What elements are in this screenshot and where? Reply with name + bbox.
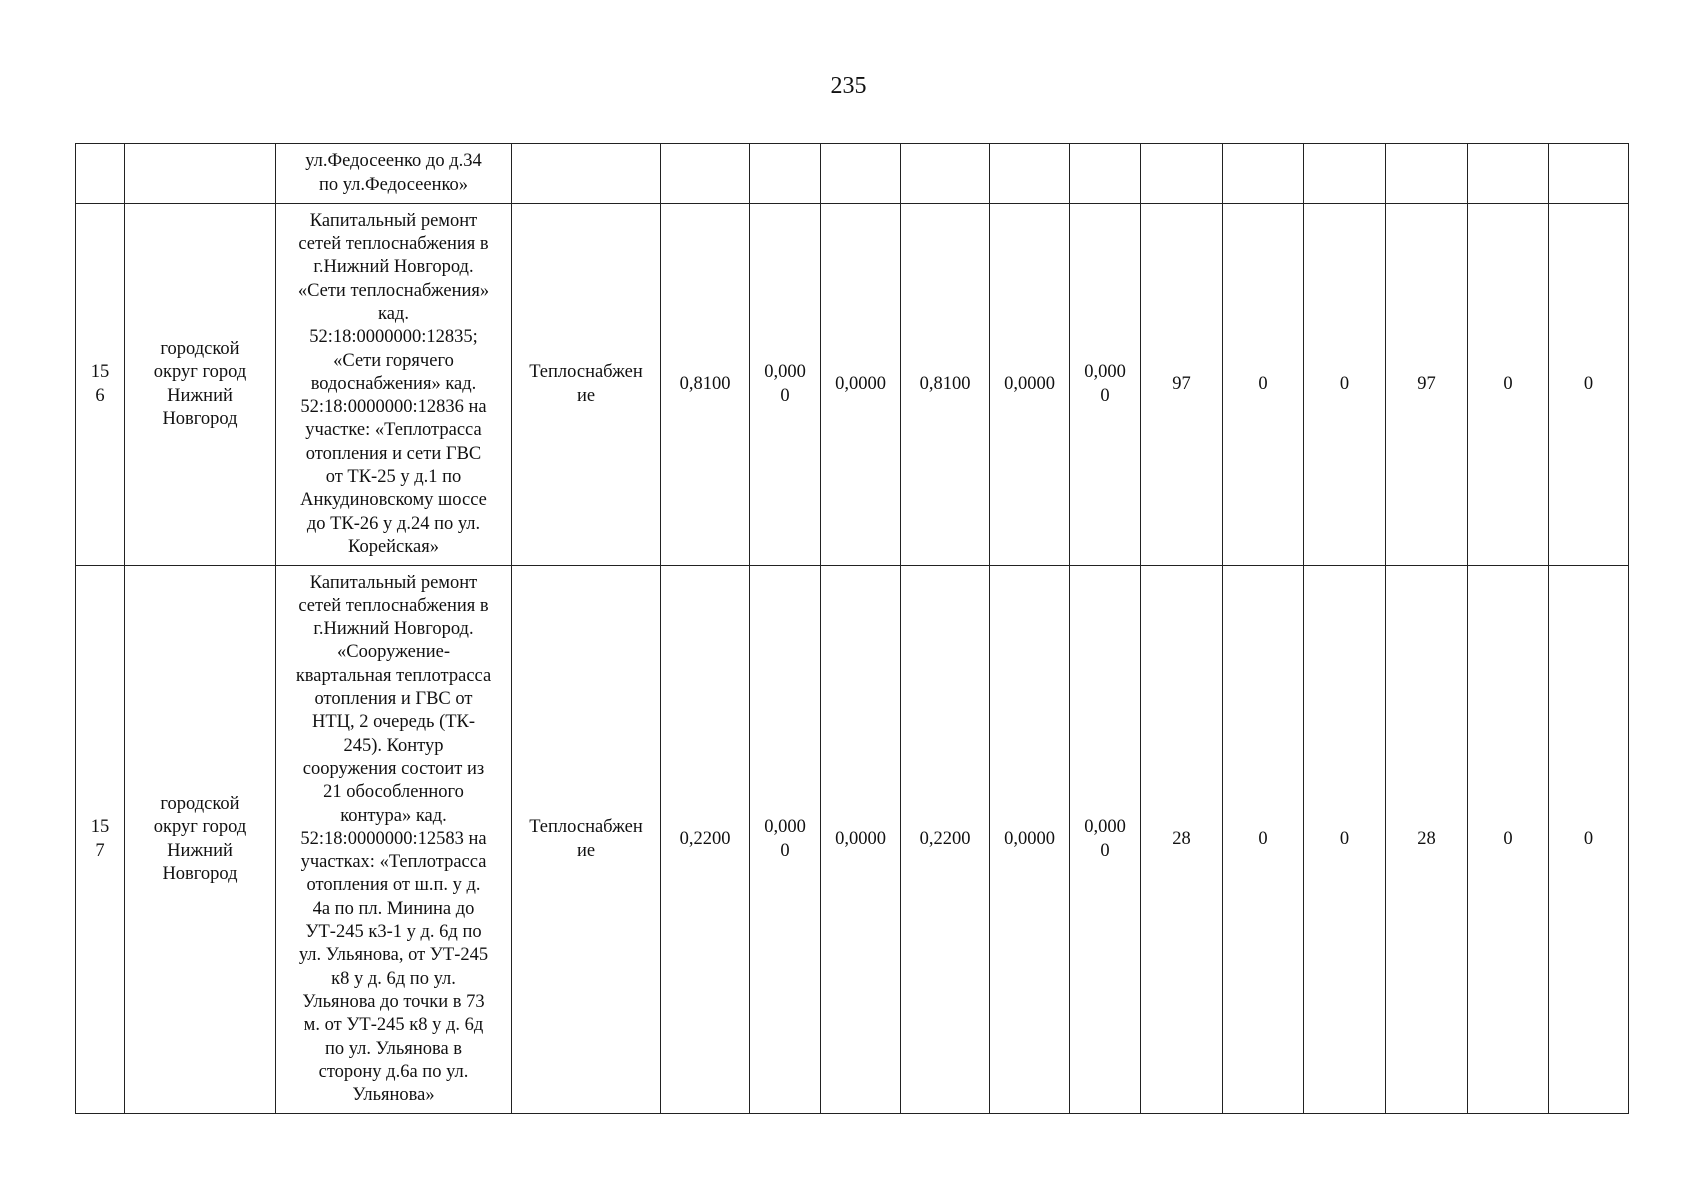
value-cell-line: 0,8100 — [919, 373, 971, 394]
description-cell-line: сетей теплоснабжения в — [298, 595, 489, 616]
value-cell — [1304, 204, 1386, 566]
value-cell — [1386, 566, 1468, 1114]
value-cell — [661, 144, 750, 204]
value-cell — [901, 566, 990, 1114]
description-cell-line: 52:18:0000000:12836 на — [300, 397, 487, 418]
description-cell-line: Ульянова» — [352, 1085, 435, 1106]
description-cell-line: отопления и ГВС от — [314, 689, 473, 710]
value-cell — [821, 144, 901, 204]
value-cell-line: 0,000 — [764, 817, 806, 838]
value-cell-line: 0 — [1258, 373, 1268, 394]
value-cell-line: 0,000 — [1084, 362, 1126, 383]
municipality-cell-line: округ город — [153, 817, 247, 838]
description-cell-line: участке: «Теплотрасса — [305, 420, 482, 441]
value-cell — [1070, 204, 1141, 566]
type-cell-line: Теплоснабжен — [529, 362, 643, 383]
description-cell-line: отопления от ш.п. у д. — [306, 875, 481, 896]
value-cell — [1386, 144, 1468, 204]
type-cell-line: Теплоснабжен — [529, 817, 643, 838]
value-cell-line: 0,0000 — [835, 373, 886, 394]
value-cell — [1141, 144, 1223, 204]
row-number-cell-line: 15 — [90, 817, 110, 838]
type-cell — [512, 204, 661, 566]
description-cell-line: кад. — [378, 303, 409, 324]
value-cell — [1468, 566, 1549, 1114]
description-cell-line: 21 обособленного — [323, 782, 464, 803]
municipality-cell-line: Нижний — [167, 840, 233, 861]
value-cell-line: 0,000 — [764, 362, 806, 383]
value-cell — [750, 144, 821, 204]
description-cell-line: Анкудиновскому шоссе — [300, 490, 487, 511]
value-cell — [1468, 204, 1549, 566]
value-cell-line: 0,8100 — [679, 373, 731, 394]
description-cell-line: 4а по пл. Минина до — [312, 898, 475, 919]
municipality-cell-line: Новгород — [162, 863, 238, 884]
description-cell-line: сетей теплоснабжения в — [298, 234, 489, 255]
description-cell-line: «Сети горячего — [333, 350, 454, 371]
description-cell-line: от ТК-25 у д.1 по — [325, 467, 462, 488]
value-cell-line: 0 — [1339, 373, 1350, 394]
value-cell-line: 0,0000 — [1004, 828, 1055, 849]
value-cell — [1468, 144, 1549, 204]
row-number-cell-line: 7 — [95, 840, 105, 861]
description-cell-line: Капитальный ремонт — [309, 572, 478, 593]
type-cell — [512, 566, 661, 1114]
value-cell — [1304, 144, 1386, 204]
municipality-cell — [125, 204, 276, 566]
value-cell-line: 0,2200 — [919, 828, 971, 849]
municipality-cell-line: Нижний — [167, 385, 233, 406]
description-cell-line: водоснабжения» кад. — [310, 373, 477, 394]
description-cell-line: 52:18:0000000:12835; — [309, 327, 478, 348]
value-cell — [1141, 204, 1223, 566]
table-row — [76, 144, 1629, 204]
value-cell-line: 0,000 — [1084, 817, 1126, 838]
row-number-cell — [76, 144, 125, 204]
value-cell-line: 0 — [1583, 373, 1594, 394]
value-cell-line: 0 — [1258, 828, 1268, 849]
value-cell — [990, 144, 1070, 204]
value-cell — [1223, 144, 1304, 204]
value-cell-line: 0,0000 — [1004, 373, 1055, 394]
description-cell-line: отопления и сети ГВС — [305, 443, 482, 464]
value-cell — [1549, 566, 1629, 1114]
value-cell — [1070, 144, 1141, 204]
value-cell — [821, 566, 901, 1114]
description-cell-line: квартальная теплотрасса — [295, 665, 492, 686]
value-cell-line: 0,0000 — [835, 828, 886, 849]
value-cell-line: 0 — [1100, 840, 1110, 861]
description-cell-line: НТЦ, 2 очередь (ТК- — [311, 712, 476, 733]
description-cell-line: Капитальный ремонт — [309, 210, 478, 231]
value-cell — [661, 204, 750, 566]
value-cell — [1070, 566, 1141, 1114]
row-number-cell-line: 6 — [95, 385, 105, 406]
description-cell — [276, 204, 512, 566]
row-number-cell — [76, 204, 125, 566]
value-cell-line: 0 — [1503, 828, 1513, 849]
description-cell-line: ул. Ульянова, от УТ-245 — [298, 945, 489, 966]
value-cell-line: 0 — [1100, 385, 1110, 406]
description-cell-line: Ульянова до точки в 73 — [302, 991, 485, 1012]
value-cell — [1386, 204, 1468, 566]
description-cell-line: 52:18:0000000:12583 на — [300, 828, 487, 849]
value-cell — [990, 204, 1070, 566]
value-cell-line: 0 — [780, 840, 790, 861]
municipality-cell — [125, 144, 276, 204]
value-cell-line: 0 — [1503, 373, 1513, 394]
value-cell — [750, 204, 821, 566]
description-cell-line: к8 у д. 6д по ул. — [331, 968, 456, 989]
municipality-cell — [125, 566, 276, 1114]
description-cell-line: УТ-245 к3-1 у д. 6д по — [305, 922, 482, 943]
description-cell-line: по ул.Федосеенко» — [318, 174, 469, 195]
description-cell-line: 245). Контур — [343, 735, 444, 756]
municipality-cell-line: городской — [160, 793, 240, 814]
description-cell — [276, 566, 512, 1114]
value-cell — [1549, 144, 1629, 204]
type-cell-line: ие — [576, 385, 596, 406]
description-cell-line: контура» кад. — [340, 805, 447, 826]
value-cell — [1141, 566, 1223, 1114]
table-body — [76, 144, 1629, 1114]
value-cell — [901, 204, 990, 566]
value-cell — [750, 566, 821, 1114]
value-cell — [990, 566, 1070, 1114]
value-cell-line: 97 — [1172, 373, 1191, 394]
description-cell-line: сторону д.6а по ул. — [318, 1061, 469, 1082]
value-cell — [1304, 566, 1386, 1114]
value-cell — [821, 204, 901, 566]
table-row — [76, 566, 1629, 1114]
row-number-cell — [76, 566, 125, 1114]
data-table — [75, 143, 1629, 1114]
value-cell-line: 28 — [1417, 828, 1436, 849]
description-cell-line: Корейская» — [348, 536, 439, 557]
description-cell-line: «Сети теплоснабжения» — [297, 280, 490, 301]
description-cell-line: ул.Федосеенко до д.34 — [305, 151, 482, 172]
value-cell-line: 0 — [780, 385, 790, 406]
description-cell-line: г.Нижний Новгород. — [313, 257, 474, 278]
value-cell — [1223, 204, 1304, 566]
description-cell-line: г.Нижний Новгород. — [313, 619, 474, 640]
description-cell-line: до ТК-26 у д.24 по ул. — [306, 513, 481, 534]
value-cell — [1223, 566, 1304, 1114]
municipality-cell-line: Новгород — [162, 408, 238, 429]
table-row — [76, 204, 1629, 566]
value-cell-line: 0 — [1339, 828, 1350, 849]
value-cell — [901, 144, 990, 204]
value-cell — [1549, 204, 1629, 566]
description-cell — [276, 144, 512, 204]
municipality-cell-line: городской — [160, 338, 240, 359]
value-cell-line: 0 — [1583, 828, 1594, 849]
municipality-cell-line: округ город — [153, 362, 247, 383]
row-number-cell-line: 15 — [90, 362, 110, 383]
description-cell-line: сооружения состоит из — [302, 758, 485, 779]
description-cell-line: участках: «Теплотрасса — [300, 852, 487, 873]
type-cell-line: ие — [576, 840, 596, 861]
value-cell-line: 28 — [1172, 828, 1191, 849]
value-cell-line: 97 — [1417, 373, 1436, 394]
type-cell — [512, 144, 661, 204]
description-cell-line: «Сооружение- — [336, 642, 451, 663]
value-cell-line: 0,2200 — [679, 828, 731, 849]
value-cell — [661, 566, 750, 1114]
description-cell-line: по ул. Ульянова в — [324, 1038, 463, 1059]
page-number: 235 — [830, 73, 867, 99]
description-cell-line: м. от УТ-245 к8 у д. 6д — [303, 1015, 484, 1036]
